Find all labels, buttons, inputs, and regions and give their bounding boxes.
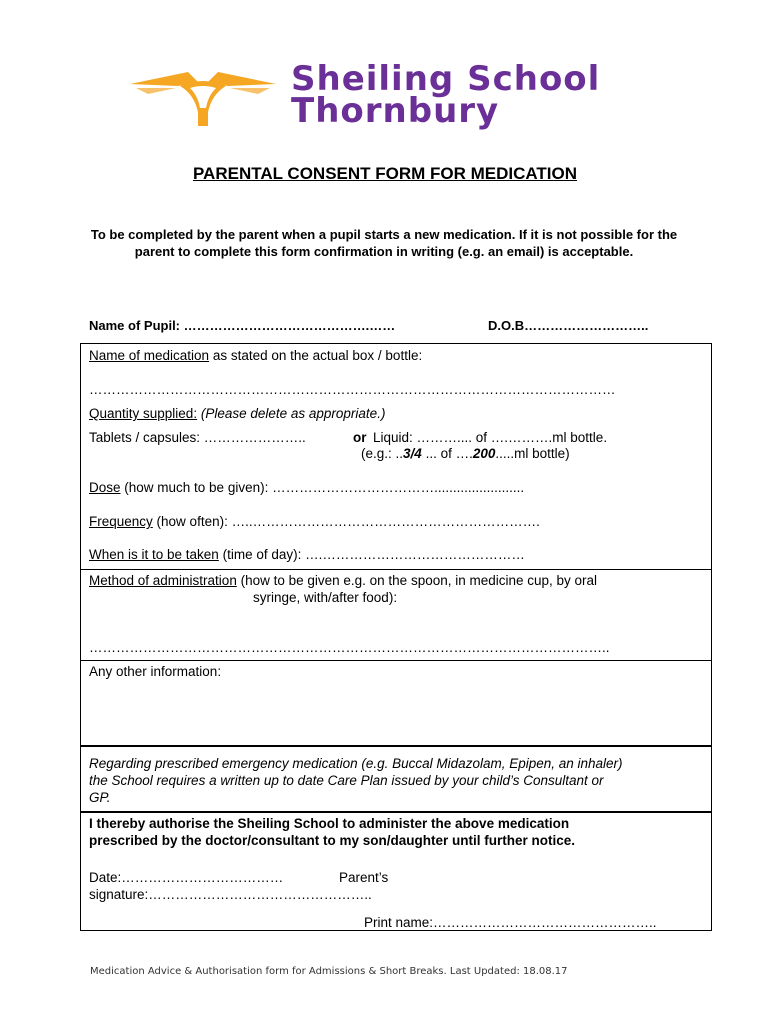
divider	[81, 660, 711, 661]
quantity-label: Quantity supplied: (Please delete as appropriate.)	[89, 406, 386, 421]
dob-field[interactable]: D.O.B………………………..	[488, 318, 649, 333]
parents-label: Parent’s	[339, 870, 389, 885]
footer-text: Medication Advice & Authorisation form for Admissions & Short Breaks. Last Updated: 18.08.17	[90, 966, 568, 977]
medication-name-label: Name of medication as stated on the actual box / bottle:	[89, 348, 423, 363]
emergency-note-box	[80, 745, 712, 813]
authorisation-line2: prescribed by the doctor/consultant to my son/daughter until further notice.	[89, 833, 576, 848]
pupil-name-field[interactable]: Name of Pupil: …………………………………….……	[89, 318, 396, 333]
date-field[interactable]: Date:………………………………	[89, 870, 284, 885]
medication-details-box	[80, 343, 712, 747]
logo-text-line1: Sheiling School	[291, 59, 601, 99]
method-label: Method of administration (how to be given e.g. on the spoon, in medicine cup, by oral	[89, 573, 598, 588]
tablets-field[interactable]: Tablets / capsules: …………………..	[89, 430, 306, 445]
method-field[interactable]: ……………………………………………………………………………………………………..	[89, 640, 610, 655]
emergency-note-line2: the School requires a written up to date Care Plan issued by your child’s Consultant or	[89, 773, 604, 788]
medication-name-field[interactable]: ………………………………………………………………………………………………………	[89, 382, 616, 397]
form-intro: To be completed by the parent when a pupil starts a new medication. If it is not possible for the parent to complete this form confirmation in writing (e.g. an email) is acceptable.	[90, 227, 678, 259]
method-label-cont: syringe, with/after food):	[253, 590, 398, 605]
authorisation-box	[80, 811, 712, 931]
frequency-field[interactable]: Frequency (how often): …..……………………………………………………….	[89, 514, 540, 529]
divider	[81, 569, 711, 570]
emergency-note-line3: GP.	[89, 790, 111, 805]
liquid-field[interactable]: Liquid: ……….... of ….……….ml bottle.	[373, 430, 608, 445]
dose-field[interactable]: Dose (how much to be given): ………………………………........................	[89, 480, 525, 495]
emergency-note-line1: Regarding prescribed emergency medication (e.g. Buccal Midazolam, Epipen, an inhaler)	[89, 756, 623, 771]
print-name-field[interactable]: Print name:…………………………………………..	[364, 915, 657, 930]
logo-text-line2: Thornbury	[291, 91, 500, 131]
liquid-example: (e.g.: ..3/4 ... of ….200.....ml bottle)	[361, 446, 570, 461]
when-taken-field[interactable]: When is it to be taken (time of day): ….………………………………………	[89, 547, 525, 562]
form-title: PARENTAL CONSENT FORM FOR MEDICATION	[192, 164, 578, 183]
authorisation-line1: I thereby authorise the Sheiling School to administer the above medication	[89, 816, 570, 831]
school-logo	[128, 58, 608, 132]
or-label: or	[353, 430, 367, 445]
signature-field[interactable]: signature:…………………………………………..	[89, 887, 372, 902]
other-info-label: Any other information:	[89, 664, 222, 679]
logo-mark-icon	[128, 64, 278, 130]
